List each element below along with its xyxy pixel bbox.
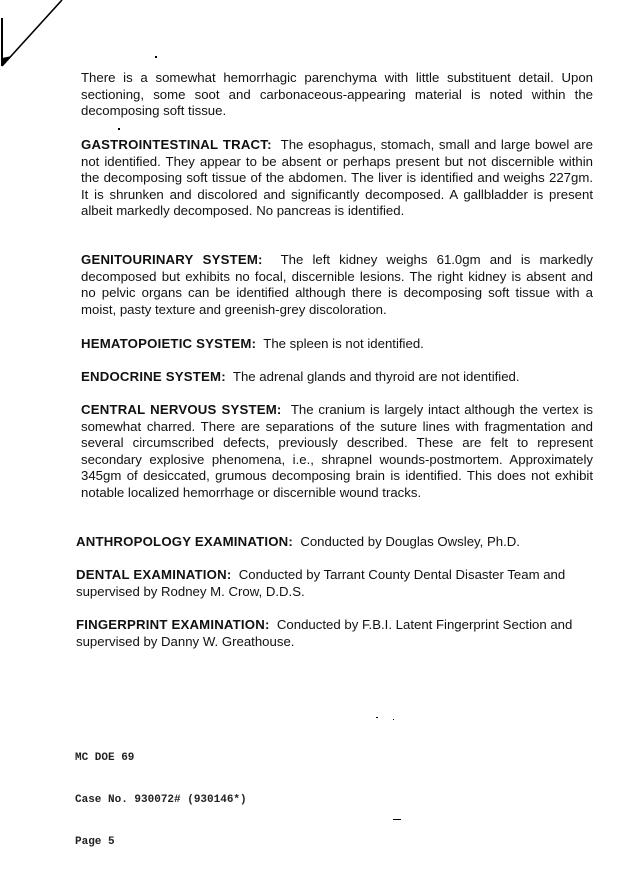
section-hematopoietic — [81, 336, 593, 353]
section-text: Conducted by F.B.I. Latent Fingerprint Section and supervised by Danny W. Greathouse. — [76, 617, 573, 649]
document-footer — [75, 723, 247, 877]
section-text: Conducted by Douglas Owsley, Ph.D. — [300, 534, 520, 549]
section-text: Conducted by Tarrant County Dental Disaster Team and supervised by Rodney M. Crow, D.D.S. — [76, 567, 566, 599]
section-heading: DENTAL EXAMINATION: — [76, 567, 232, 582]
section-text: The cranium is largely intact although the vertex is somewhat charred. There are separations of the suture lines with fragmentation and several circumscribed defects, previously described. These are felt to represent secondary explosive phenomena, i.e., shrapnel wounds-postmortem. Approximately 345gm of desiccated, grumous decomposing brain is identified. This does not exhibit notable localized hemorrhage or discernible wound tracks. — [81, 402, 593, 500]
section-heading: GASTROINTESTINAL TRACT: — [81, 137, 272, 152]
section-gastrointestinal — [81, 137, 593, 220]
section-central-nervous — [81, 402, 593, 502]
scan-speck — [393, 719, 394, 720]
section-heading: HEMATOPOIETIC SYSTEM: — [81, 336, 257, 351]
footer-page-number: Page 5 — [75, 836, 115, 848]
scan-speck — [376, 717, 378, 718]
scan-speck — [155, 56, 157, 58]
scan-speck — [118, 128, 120, 130]
footer-case-number: Case No. 930072# (930146*) — [75, 794, 247, 806]
section-heading: GENITOURINARY SYSTEM: — [81, 252, 263, 267]
paragraph-text: There is a somewhat hemorrhagic parenchyma with little substituent detail. Upon sectioning, some soot and carbonaceous-appearing material is noted within the decomposing soft tissue. — [81, 70, 593, 119]
scan-speck — [393, 819, 401, 820]
corner-fold-mark — [0, 0, 70, 70]
section-heading: ENDOCRINE SYSTEM: — [81, 369, 226, 384]
footer-case-name: MC DOE 69 — [75, 752, 135, 764]
section-anthropology — [76, 534, 588, 551]
section-endocrine — [81, 369, 593, 386]
section-heading: FINGERPRINT EXAMINATION: — [76, 617, 270, 632]
section-heading: ANTHROPOLOGY EXAMINATION: — [76, 534, 293, 549]
section-dental — [76, 567, 588, 600]
section-genitourinary — [81, 252, 593, 318]
section-text: The esophagus, stomach, small and large bowel are not identified. They appear to be absent or perhaps present but not discernible within the decomposing soft tissue of the abdomen. The liver is identified and weighs 227gm. It is shrunken and discolored and significantly decomposed. A gallbladder is present albeit markedly decomposed. No pancreas is identified. — [81, 137, 593, 219]
section-text: The spleen is not identified. — [263, 336, 424, 351]
section-text: The left kidney weighs 61.0gm and is markedly decomposed but exhibits no focal, discernible lesions. The right kidney is absent and no pelvic organs can be identified although there is decomposing soft tissue with a moist, pasty texture and greenish-grey discoloration. — [81, 252, 593, 317]
section-fingerprint — [76, 617, 588, 650]
section-text: The adrenal glands and thyroid are not identified. — [232, 369, 520, 384]
section-heading: CENTRAL NERVOUS SYSTEM: — [81, 402, 282, 417]
paragraph-intro — [81, 70, 593, 120]
